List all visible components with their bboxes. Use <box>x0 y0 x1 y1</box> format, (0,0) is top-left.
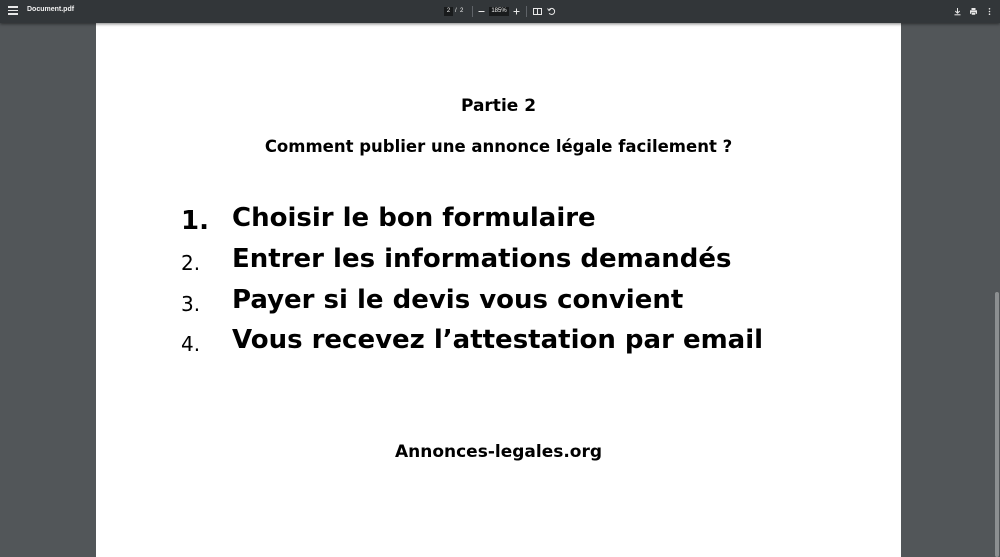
zoom-level-input[interactable]: 185% <box>489 7 509 16</box>
fit-page-button[interactable] <box>532 6 543 17</box>
page-separator: / <box>455 8 457 14</box>
total-pages: 2 <box>460 8 464 14</box>
print-button[interactable] <box>968 6 979 17</box>
step-number: 1. <box>181 206 209 236</box>
step-text: Entrer les informations demandés <box>232 244 732 274</box>
step-text: Payer si le devis vous convient <box>232 285 684 315</box>
page-number-input[interactable]: 2 <box>444 7 453 16</box>
scrollbar-thumb[interactable] <box>995 292 999 557</box>
minus-icon <box>476 6 487 17</box>
step-text: Choisir le bon formulaire <box>232 203 596 233</box>
rotate-icon <box>546 6 557 17</box>
print-icon <box>968 6 979 17</box>
step-number: 4. <box>181 332 201 356</box>
toolbar-divider <box>526 6 527 17</box>
part-title: Partie 2 <box>460 96 537 116</box>
zoom-out-button[interactable] <box>476 6 487 17</box>
zoom-in-button[interactable] <box>511 6 522 17</box>
download-button[interactable] <box>952 6 963 17</box>
download-icon <box>952 6 963 17</box>
document-title: Document.pdf <box>27 6 75 13</box>
more-vert-icon <box>984 6 995 17</box>
step-text: Vous recevez l’attestation par email <box>232 325 764 355</box>
fit-page-icon <box>532 6 543 17</box>
more-options-button[interactable] <box>984 6 995 17</box>
rotate-button[interactable] <box>546 6 557 17</box>
website-footer: Annonces-legales.org <box>394 442 603 462</box>
step-number: 3. <box>181 292 201 316</box>
plus-icon <box>511 6 522 17</box>
page-subtitle: Comment publier une annonce légale facilement ? <box>264 137 733 156</box>
step-number: 2. <box>181 251 201 275</box>
pdf-toolbar <box>0 0 1000 23</box>
menu-icon[interactable] <box>8 6 18 17</box>
toolbar-divider <box>472 6 473 17</box>
pdf-page <box>96 23 901 557</box>
